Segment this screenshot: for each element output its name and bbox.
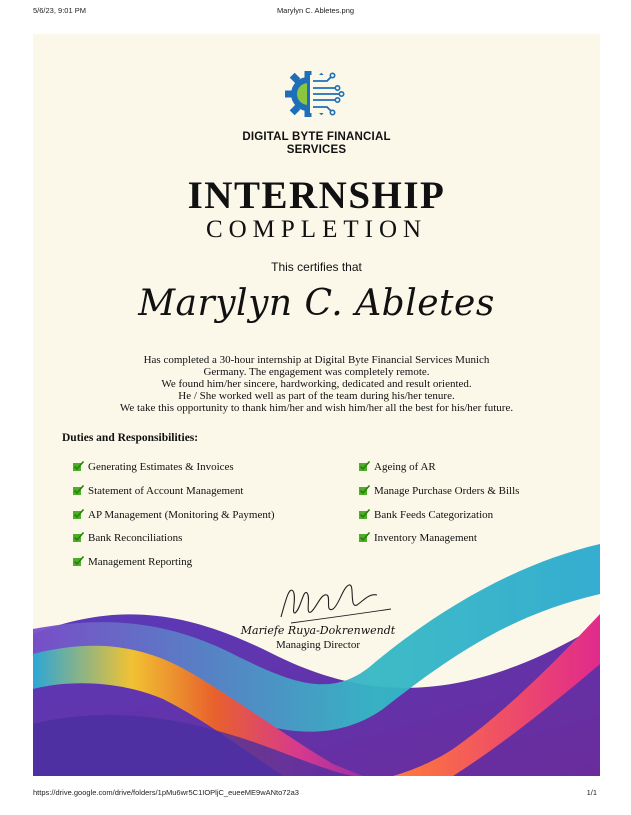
duty-label: Ageing of AR	[374, 461, 436, 473]
certificate-subtitle: COMPLETION	[205, 216, 428, 243]
duty-item	[359, 460, 436, 474]
certificate	[33, 34, 600, 776]
print-header	[0, 6, 631, 20]
duty-label: Generating Estimates & Invoices	[88, 461, 234, 473]
duty-label: Bank Reconciliations	[88, 532, 183, 544]
print-datetime: 5/6/23, 9:01 PM	[33, 6, 86, 15]
print-url: https://drive.google.com/drive/folders/1pMu6wr5C1IOPljC_eueeME9wANto72a3	[33, 788, 299, 797]
company-logo-icon	[283, 67, 349, 121]
signer-name: Mariefe Ruya-Dokrenwendt	[240, 624, 396, 637]
duties-heading: Duties and Responsibilities:	[62, 432, 199, 444]
certificate-body	[43, 354, 590, 414]
company-name-line2: SERVICES	[286, 144, 347, 156]
company-name-line1: DIGITAL BYTE FINANCIAL	[242, 131, 391, 143]
duty-item	[73, 484, 243, 498]
recipient-name: Marylyn C. Abletes	[138, 283, 495, 324]
checkmark-icon	[73, 461, 84, 471]
company-name	[33, 131, 600, 157]
duty-item	[73, 460, 234, 474]
certificate-title: INTERNSHIP	[187, 174, 446, 217]
duty-label: Statement of Account Management	[88, 485, 244, 497]
print-page-number: 1/1	[586, 788, 597, 797]
checkmark-icon	[73, 485, 84, 495]
duty-label: Inventory Management	[374, 532, 477, 544]
duty-label: Management Reporting	[88, 556, 193, 568]
checkmark-icon	[359, 461, 370, 471]
print-file-title: Marylyn C. Abletes.png	[276, 6, 355, 15]
body-line: Has completed a 30-hour internship at Digital Byte Financial Services Munich	[143, 354, 490, 366]
checkmark-icon	[359, 485, 370, 495]
body-line: We found him/her sincere, hardworking, dedicated and result oriented.	[161, 378, 472, 390]
duty-label: AP Management (Monitoring & Payment)	[88, 509, 275, 521]
print-footer	[0, 788, 631, 802]
duty-label: Manage Purchase Orders & Bills	[374, 485, 520, 497]
body-line: He / She worked well as part of the team during his/her tenure.	[178, 390, 455, 402]
body-line: Germany. The engagement was completely remote.	[203, 366, 430, 378]
duty-label: Bank Feeds Categorization	[374, 509, 494, 521]
duty-item	[359, 484, 519, 498]
body-line: We take this opportunity to thank him/her and wish him/her all the best for his/her future.	[119, 402, 514, 414]
signer-role: Managing Director	[276, 639, 360, 651]
certifies-text: This certifies that	[271, 260, 362, 274]
